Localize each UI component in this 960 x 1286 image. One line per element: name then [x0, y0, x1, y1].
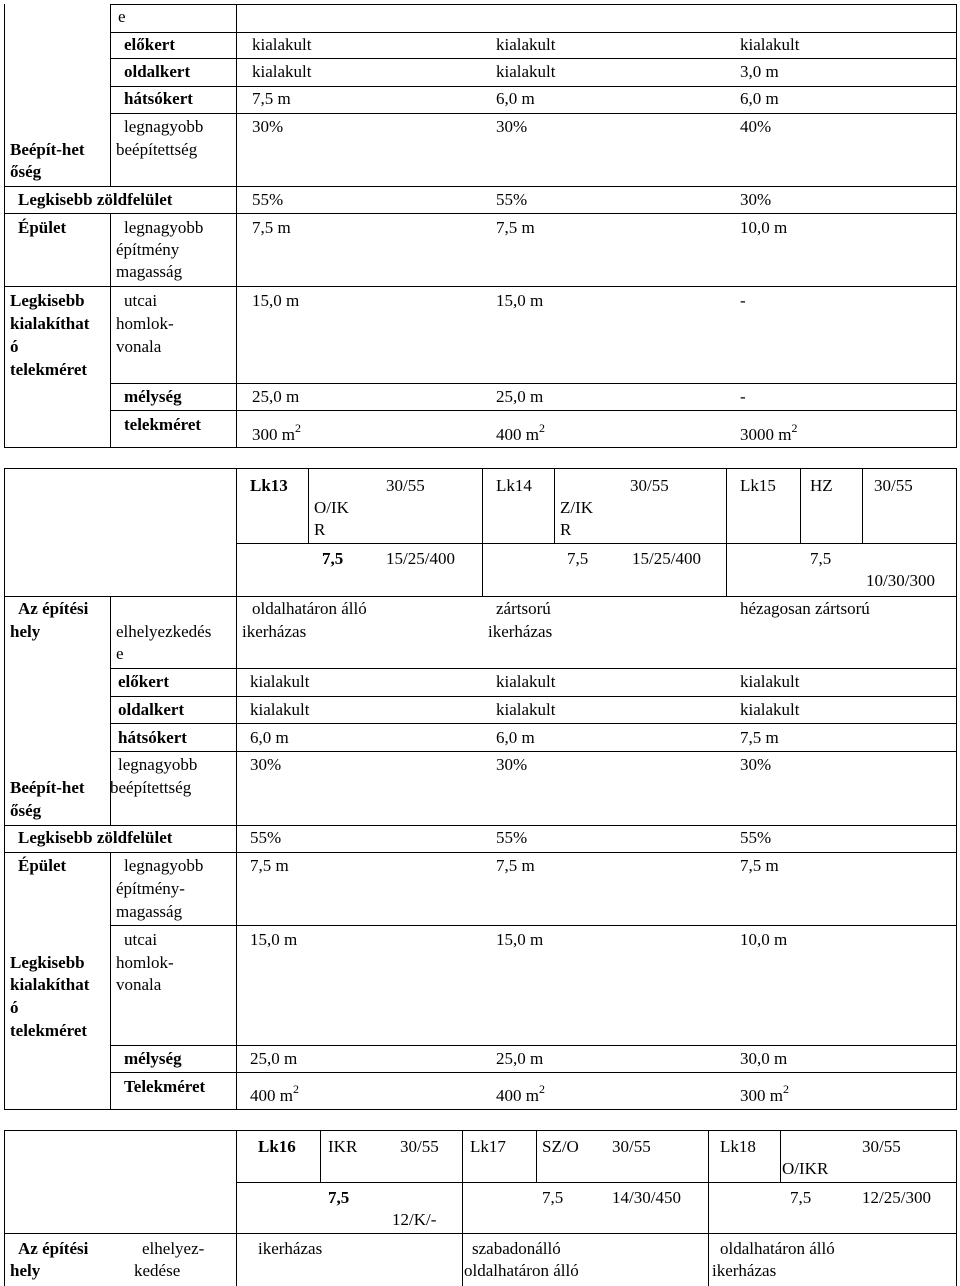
zone-lk13-type-1: O/IK [314, 498, 349, 517]
coverage-value-3: 30% [740, 755, 772, 774]
coverage-value-3: 40% [740, 117, 772, 136]
coverage-label-1: legnagyobb [124, 117, 204, 136]
front-yard-value-2: kialakult [496, 672, 556, 691]
plot-size-value-1: 300 $m^2$ [252, 421, 301, 444]
green-area-value-2: 55% [496, 828, 528, 847]
lk14-height: 7,5 [567, 549, 589, 568]
green-area-value-3: 30% [740, 190, 772, 209]
lk16-height: 7,5 [328, 1188, 350, 1207]
plot-size-value-2: 400 $m^2$ [496, 1082, 545, 1105]
placement-label-2: kedése [134, 1261, 181, 1280]
frontage-value-3: - [740, 291, 746, 310]
frontage-label-1: utcai [124, 930, 158, 949]
zone-lk13-name: Lk13 [250, 476, 288, 495]
placement-lk17-1: szabadonálló [472, 1239, 561, 1258]
front-yard-value-3: kialakult [740, 35, 800, 54]
zone-lk15-name: Lk15 [740, 476, 776, 495]
min-plot-label-3: ó [10, 337, 19, 356]
frontage-value-2: 15,0 m [496, 291, 544, 310]
placement-lk17-2: oldalhatáron álló [464, 1261, 579, 1280]
placement-lk15-1: hézagosan zártsorú [740, 599, 870, 618]
frontage-value-1: 15,0 m [250, 930, 298, 949]
frontage-label-2: homlok- [116, 953, 174, 972]
min-plot-label-4: telekméret [10, 1021, 88, 1040]
plot-size-value-1: 400 $m^2$ [250, 1082, 299, 1105]
frontage-value-3: 10,0 m [740, 930, 788, 949]
green-area-value-1: 55% [252, 190, 284, 209]
placement-lk14-2: ikerházas [488, 622, 553, 641]
rear-yard-value-3: 7,5 m [740, 728, 779, 747]
building-label: Épület [18, 856, 67, 875]
buildability-label-1: Beépít-het [10, 140, 85, 159]
zone-lk14-ratio: 30/55 [630, 476, 669, 495]
zone-lk15-type: HZ [810, 476, 833, 495]
rear-yard-value-2: 6,0 m [496, 89, 535, 108]
front-yard-value-2: kialakult [496, 35, 556, 54]
placement-lk14-1: zártsorú [496, 599, 551, 618]
lk13-height: 7,5 [322, 549, 344, 568]
front-yard-value-1: kialakult [250, 672, 310, 691]
placement-lk18-1: oldalhatáron álló [720, 1239, 835, 1258]
height-label-1: legnagyobb [124, 856, 204, 875]
depth-label: mélység [124, 1049, 182, 1068]
zone-lk16-ratio: 30/55 [400, 1137, 439, 1156]
rear-yard-label: hátsókert [124, 89, 193, 108]
coverage-value-1: 30% [250, 755, 282, 774]
plot-size-value-3: 3000 $m^2$ [740, 421, 798, 444]
side-yard-label: oldalkert [118, 700, 185, 719]
plot-size-label: telekméret [124, 415, 202, 434]
zone-lk17-ratio: 30/55 [612, 1137, 651, 1156]
height-value-2: 7,5 m [496, 856, 535, 875]
min-plot-label-2: kialakíthat [10, 975, 90, 994]
coverage-value-1: 30% [252, 117, 284, 136]
building-site-label-2: hely [10, 1261, 41, 1280]
buildability-label-2: őség [10, 801, 42, 820]
coverage-value-2: 30% [496, 117, 528, 136]
height-label-2: építmény [116, 240, 180, 259]
height-label-2: építmény- [116, 879, 185, 898]
height-value-3: 7,5 m [740, 856, 779, 875]
rear-yard-value-2: 6,0 m [496, 728, 535, 747]
min-plot-label-1: Legkisebb [10, 291, 85, 310]
frontage-label-1: utcai [124, 291, 158, 310]
buildability-label-1: Beépít-het [10, 778, 85, 797]
min-plot-label-3: ó [10, 998, 19, 1017]
plot-size-value-3: 300 $m^2$ [740, 1082, 789, 1105]
rear-yard-value-3: 6,0 m [740, 89, 779, 108]
side-yard-label: oldalkert [124, 62, 191, 81]
placement-label-1: elhelyez- [142, 1239, 205, 1258]
front-yard-label: előkert [124, 35, 175, 54]
building-site-label-2: hely [10, 622, 41, 641]
placement-lk13-1: oldalhatáron álló [252, 599, 367, 618]
min-plot-label-2: kialakíthat [10, 314, 90, 333]
plot-size-label: Telekméret [124, 1077, 206, 1096]
placement-label-2: e [116, 644, 124, 663]
depth-value-1: 25,0 m [252, 387, 300, 406]
zone-lk16-name: Lk16 [258, 1137, 296, 1156]
zone-lk13-ratio: 30/55 [386, 476, 425, 495]
zone-lk16-type: IKR [328, 1137, 358, 1156]
green-area-label: Legkisebb zöldfelület [18, 190, 173, 209]
lk15-params: 10/30/300 [866, 571, 935, 590]
green-area-label: Legkisebb zöldfelület [18, 828, 173, 847]
rear-yard-label: hátsókert [118, 728, 187, 747]
placement-lk16-1: ikerházas [258, 1239, 323, 1258]
building-site-label-1: Az építési [18, 1239, 89, 1258]
side-yard-value-1: kialakult [252, 62, 312, 81]
coverage-label-1: legnagyobb [118, 755, 198, 774]
zone-lk17-name: Lk17 [470, 1137, 506, 1156]
height-value-2: 7,5 m [496, 218, 535, 237]
height-value-3: 10,0 m [740, 218, 788, 237]
lk15-height: 7,5 [810, 549, 832, 568]
zone-lk15-ratio: 30/55 [874, 476, 913, 495]
depth-value-3: 30,0 m [740, 1049, 788, 1068]
buildability-label-2: őség [10, 162, 42, 181]
front-yard-value-3: kialakult [740, 672, 800, 691]
front-yard-value-1: kialakult [252, 35, 312, 54]
lk17-height: 7,5 [542, 1188, 564, 1207]
plot-size-value-2: 400 $m^2$ [496, 421, 545, 444]
depth-value-3: - [740, 387, 746, 406]
building-label: Épület [18, 218, 67, 237]
green-area-value-3: 55% [740, 828, 772, 847]
side-yard-value-3: 3,0 m [740, 62, 779, 81]
zone-lk14-name: Lk14 [496, 476, 532, 495]
frontage-label-2: homlok- [116, 314, 174, 333]
side-yard-value-2: kialakult [496, 62, 556, 81]
front-yard-label: előkert [118, 672, 169, 691]
frontage-label-3: vonala [116, 337, 162, 356]
rear-yard-value-1: 7,5 m [252, 89, 291, 108]
coverage-label-2: beépítettség [116, 140, 198, 159]
lk17-params: 14/30/450 [612, 1188, 681, 1207]
placement-lk13-2: ikerházas [242, 622, 307, 641]
frontage-label-3: vonala [116, 975, 162, 994]
zone-lk13-type-2: R [314, 520, 326, 539]
placement-label-tail: e [118, 7, 126, 26]
side-yard-value-2: kialakult [496, 700, 556, 719]
lk13-params: 15/25/400 [386, 549, 455, 568]
min-plot-label-1: Legkisebb [10, 953, 85, 972]
side-yard-value-3: kialakult [740, 700, 800, 719]
height-label-3: magasság [116, 262, 183, 281]
lk14-params: 15/25/400 [632, 549, 701, 568]
depth-value-1: 25,0 m [250, 1049, 298, 1068]
height-value-1: 7,5 m [250, 856, 289, 875]
zone-lk17-type: SZ/O [542, 1137, 579, 1156]
side-yard-value-1: kialakult [250, 700, 310, 719]
frontage-value-2: 15,0 m [496, 930, 544, 949]
height-label-3: magasság [116, 902, 183, 921]
placement-label-1: elhelyezkedés [116, 622, 212, 641]
lk18-height: 7,5 [790, 1188, 812, 1207]
green-area-value-2: 55% [496, 190, 528, 209]
zone-lk18-name: Lk18 [720, 1137, 756, 1156]
zone-lk14-type-2: R [560, 520, 572, 539]
height-value-1: 7,5 m [252, 218, 291, 237]
lk16-params: 12/K/- [392, 1210, 437, 1229]
depth-value-2: 25,0 m [496, 1049, 544, 1068]
frontage-value-1: 15,0 m [252, 291, 300, 310]
depth-value-2: 25,0 m [496, 387, 544, 406]
zone-lk18-ratio: 30/55 [862, 1137, 901, 1156]
building-site-label-1: Az építési [18, 599, 89, 618]
zone-lk14-type-1: Z/IK [560, 498, 594, 517]
lk18-params: 12/25/300 [862, 1188, 931, 1207]
depth-label: mélység [124, 387, 182, 406]
rear-yard-value-1: 6,0 m [250, 728, 289, 747]
height-label-1: legnagyobb [124, 218, 204, 237]
min-plot-label-4: telekméret [10, 360, 88, 379]
coverage-value-2: 30% [496, 755, 528, 774]
green-area-value-1: 55% [250, 828, 282, 847]
placement-lk18-2: ikerházas [712, 1261, 777, 1280]
coverage-label-2: beépítettség [110, 778, 192, 797]
zone-lk18-type: O/IKR [782, 1159, 829, 1178]
